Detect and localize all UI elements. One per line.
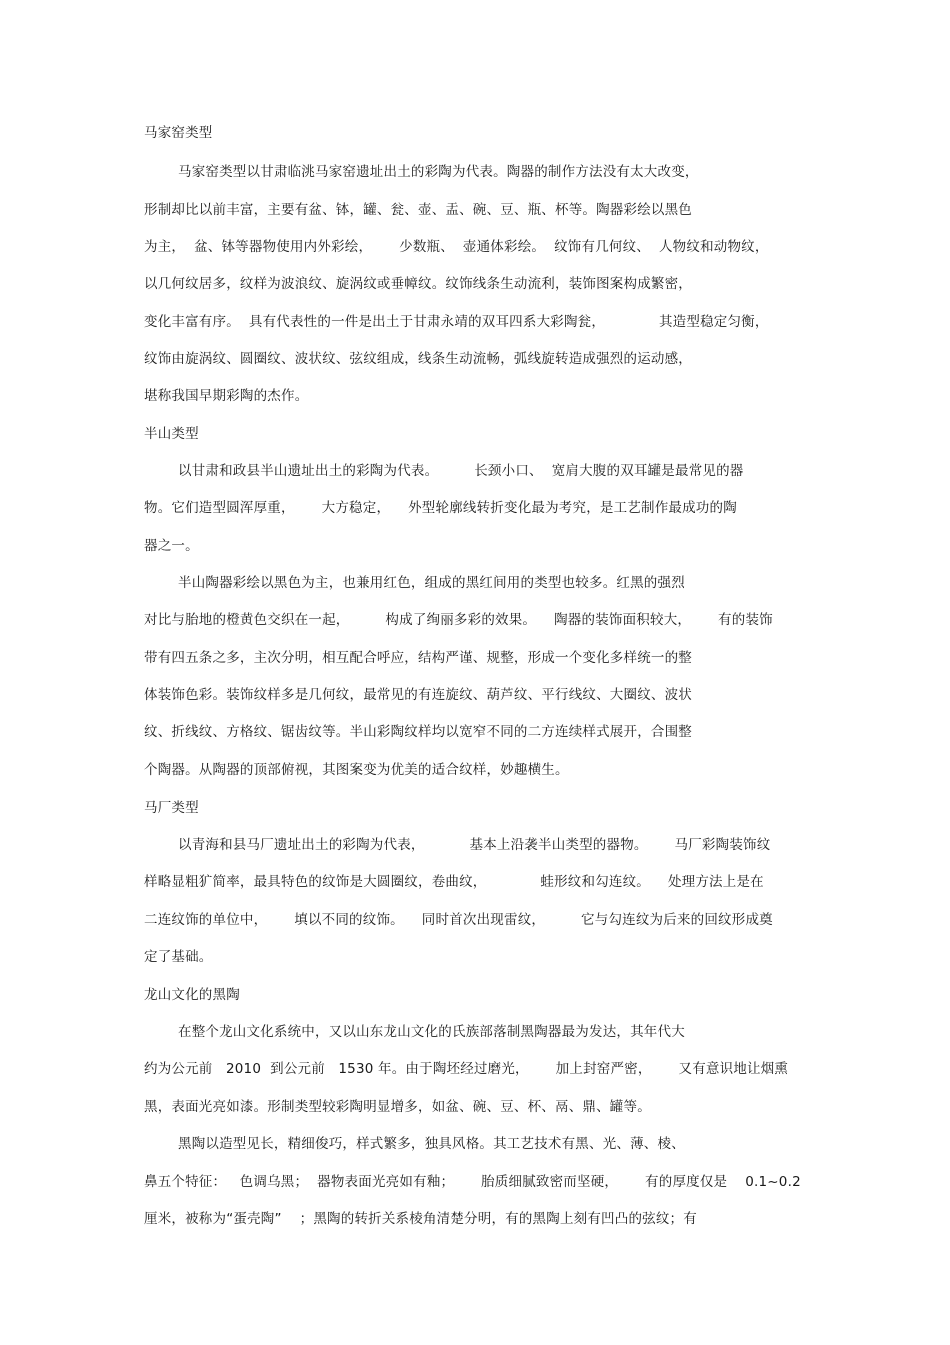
paragraph-line: 二连纹饰的单位中， 填以不同的纹饰。 同时首次出现雷纹， 它与勾连纹为后来的回纹形成奠	[144, 912, 773, 928]
paragraph-line: 个陶器。从陶器的顶部俯视，其图案变为优美的适合纹样，妙趣横生。	[144, 762, 569, 778]
paragraph-line: 黑陶以造型见长，精细俊巧，样式繁多，独具风格。其工艺技术有黑、光、薄、棱、	[178, 1136, 685, 1152]
paragraph-line: 厘米，被称为“蛋壳陶” ；黑陶的转折关系棱角清楚分明，有的黑陶上刻有凹凸的弦纹；有	[144, 1211, 697, 1227]
section-heading-majiayao: 马家窑类型	[144, 125, 213, 141]
paragraph-line: 带有四五条之多，主次分明，相互配合呼应，结构严谨、规整，形成一个变化多样统一的整	[144, 650, 692, 666]
section-heading-longshan: 龙山文化的黑陶	[144, 987, 240, 1003]
paragraph-line: 对比与胎地的橙黄色交织在一起， 构成了绚丽多彩的效果。 陶器的装饰面积较大， 有的装饰	[144, 612, 773, 628]
paragraph-line: 样略显粗犷简率，最具特色的纹饰是大圆圈纹，卷曲纹， 蛙形纹和勾连纹。 处理方法上是在	[144, 874, 764, 890]
paragraph-line: 以甘肃和政县半山遗址出土的彩陶为代表。 长颈小口、 宽肩大腹的双耳罐是最常见的器	[178, 463, 744, 479]
paragraph-line: 形制却比以前丰富，主要有盆、钵，罐、瓮、壶、盂、碗、豆、瓶、杯等。陶器彩绘以黑色	[144, 202, 692, 218]
paragraph-line: 黑，表面光亮如漆。形制类型较彩陶明显增多，如盆、碗、豆、杯、鬲、鼎、罐等。	[144, 1099, 651, 1115]
paragraph-line: 定了基础。	[144, 949, 213, 965]
paragraph-line: 纹、折线纹、方格纹、锯齿纹等。半山彩陶纹样均以宽窄不同的二方连续样式展开，合围整	[144, 724, 692, 740]
paragraph-line: 以青海和县马厂遗址出土的彩陶为代表， 基本上沿袭半山类型的器物。 马厂彩陶装饰纹	[178, 837, 771, 853]
paragraph-line: 半山陶器彩绘以黑色为主，也兼用红色，组成的黑红间用的类型也较多。红黑的强烈	[178, 575, 685, 591]
paragraph-line: 变化丰富有序。 具有代表性的一件是出土于甘肃永靖的双耳四系大彩陶瓮， 其造型稳定匀衡，	[144, 314, 769, 330]
paragraph-line: 物。它们造型圆浑厚重， 大方稳定， 外型轮廓线转折变化最为考究，是工艺制作最成功的陶	[144, 500, 737, 516]
paragraph-line: 鼻五个特征： 色调乌黑； 器物表面光亮如有釉； 胎质细腻致密而坚硬， 有的厚度仅是 0.1~0.2	[144, 1174, 801, 1190]
paragraph-line: 堪称我国早期彩陶的杰作。	[144, 388, 309, 404]
paragraph-line: 马家窑类型以甘肃临洮马家窑遗址出土的彩陶为代表。陶器的制作方法没有太大改变，	[178, 164, 699, 180]
paragraph-line: 器之一。	[144, 538, 199, 554]
paragraph-line: 为主， 盆、钵等器物使用内外彩绘， 少数瓶、 壶通体彩绘。 纹饰有几何纹、 人物纹和动物纹，	[144, 239, 769, 255]
paragraph-line: 体装饰色彩。装饰纹样多是几何纹，最常见的有连旋纹、葫芦纹、平行线纹、大圈纹、波状	[144, 687, 692, 703]
section-heading-machang: 马厂类型	[144, 800, 199, 816]
paragraph-line: 在整个龙山文化系统中，又以山东龙山文化的氏族部落制黑陶器最为发达，其年代大	[178, 1024, 685, 1040]
paragraph-line: 以几何纹居多，纹样为波浪纹、旋涡纹或垂幛纹。纹饰线条生动流利，装饰图案构成繁密，	[144, 276, 692, 292]
paragraph-line: 约为公元前 2010 到公元前 1530 年。由于陶坯经过磨光， 加上封窑严密， 又有意识地让烟熏	[144, 1061, 789, 1077]
paragraph-line: 纹饰由旋涡纹、圆圈纹、波状纹、弦纹组成，线条生动流畅，弧线旋转造成强烈的运动感，	[144, 351, 692, 367]
section-heading-banshan: 半山类型	[144, 426, 199, 442]
